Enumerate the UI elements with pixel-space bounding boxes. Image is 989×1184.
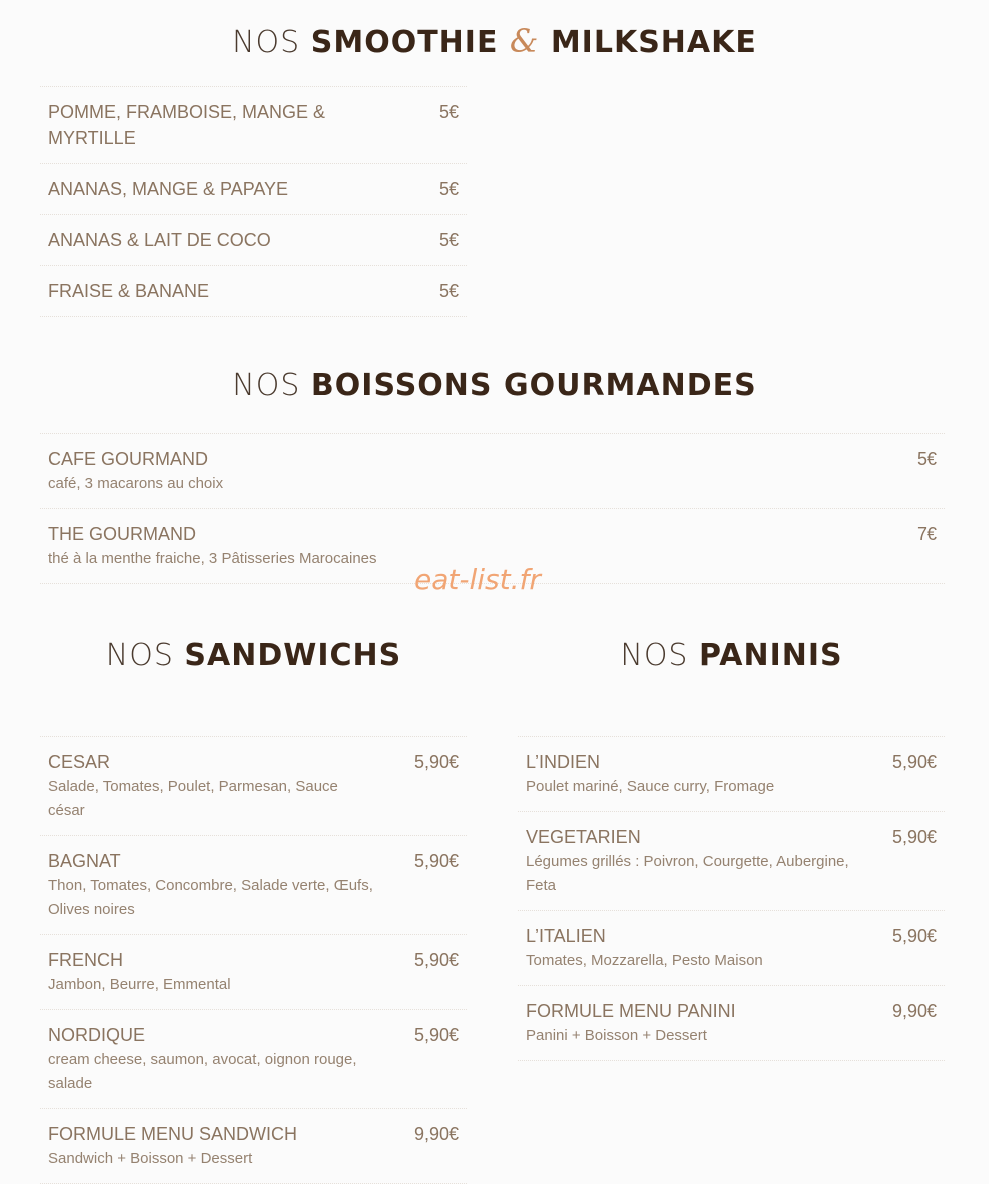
menu-item-description: cream cheese, saumon, avocat, oignon rouge, salade xyxy=(48,1051,357,1092)
menu-item xyxy=(40,1010,467,1109)
menu-item-price: 5€ xyxy=(916,449,937,469)
paninis-section-title xyxy=(518,638,945,673)
smoothie-title-word2: MILKSHAKE xyxy=(539,25,757,60)
menu-item xyxy=(40,164,467,215)
menu-item-name: FORMULE MENU PANINI xyxy=(526,1001,736,1021)
menu-item-price: 5€ xyxy=(438,102,459,122)
menu-item xyxy=(518,911,945,986)
menu-item-description: Jambon, Beurre, Emmental xyxy=(48,976,231,993)
menu-item-description: thé à la menthe fraiche, 3 Pâtisseries Marocaines xyxy=(48,550,377,567)
menu-item-name: VEGETARIEN xyxy=(526,827,641,847)
menu-item-price: 5,90€ xyxy=(891,752,937,772)
menu-item-name: FRENCH xyxy=(48,950,123,970)
menu-item-price: 5,90€ xyxy=(413,851,459,871)
smoothie-title-prefix: NOS xyxy=(232,25,311,60)
menu-item-name: FORMULE MENU SANDWICH xyxy=(48,1124,298,1144)
menu-item-price: 9,90€ xyxy=(891,1001,937,1021)
menu-item xyxy=(40,836,467,935)
menu-item-price: 5€ xyxy=(438,281,459,301)
menu-item xyxy=(40,737,467,836)
paninis-title-main: PANINIS xyxy=(699,638,843,673)
boissons-title-main: BOISSONS GOURMANDES xyxy=(310,368,757,403)
menu-item xyxy=(40,266,467,317)
paninis-menu-list xyxy=(518,736,945,1061)
sandwichs-menu-list xyxy=(40,736,467,1184)
menu-item-name: L’ITALIEN xyxy=(526,926,606,946)
menu-item-name: ANANAS & LAIT DE COCO xyxy=(48,230,271,250)
paninis-title-prefix: NOS xyxy=(620,638,700,673)
menu-item-description: Thon, Tomates, Concombre, Salade verte, Œufs, Olives noires xyxy=(48,877,373,918)
smoothie-title-word1: SMOOTHIE xyxy=(310,25,510,60)
menu-item xyxy=(40,935,467,1010)
menu-item-name: BAGNAT xyxy=(48,851,121,871)
menu-item xyxy=(518,737,945,812)
menu-item-description: Légumes grillés : Poivron, Courgette, Aubergine, Feta xyxy=(526,853,849,894)
menu-item-description: Salade, Tomates, Poulet, Parmesan, Sauce césar xyxy=(48,778,338,819)
smoothie-menu-list xyxy=(40,86,467,317)
menu-item-name: CESAR xyxy=(48,752,111,772)
menu-item-price: 5,90€ xyxy=(413,950,459,970)
boissons-section-title xyxy=(0,368,989,403)
menu-item xyxy=(518,986,945,1061)
sandwichs-section-title xyxy=(40,638,467,673)
menu-item-description: Poulet mariné, Sauce curry, Fromage xyxy=(526,778,775,795)
menu-item-name: THE GOURMAND xyxy=(48,524,196,544)
menu-item-name: POMME, FRAMBOISE, MANGE & MYRTILLE xyxy=(48,102,326,148)
menu-item-description: Panini + Boisson + Dessert xyxy=(526,1027,707,1044)
menu-item xyxy=(518,812,945,911)
menu-item-name: CAFE GOURMAND xyxy=(48,449,209,469)
menu-item-name: ANANAS, MANGE & PAPAYE xyxy=(48,179,289,199)
menu-item-price: 5,90€ xyxy=(891,926,937,946)
watermark-text: eat-list.fr xyxy=(414,563,541,596)
menu-item xyxy=(40,1109,467,1184)
menu-item-price: 9,90€ xyxy=(413,1124,459,1144)
menu-item-description: café, 3 macarons au choix xyxy=(48,475,224,492)
smoothie-section-title xyxy=(0,22,989,60)
boissons-title-prefix: NOS xyxy=(232,368,311,403)
menu-item xyxy=(40,215,467,266)
menu-item-price: 5,90€ xyxy=(413,752,459,772)
menu-item-name: FRAISE & BANANE xyxy=(48,281,210,301)
menu-item-price: 5,90€ xyxy=(413,1025,459,1045)
sandwichs-title-prefix: NOS xyxy=(105,638,185,673)
boissons-menu-list xyxy=(40,433,945,584)
menu-item-name: L’INDIEN xyxy=(526,752,601,772)
menu-item-name: NORDIQUE xyxy=(48,1025,146,1045)
menu-item xyxy=(40,87,467,164)
menu-item-description: Sandwich + Boisson + Dessert xyxy=(48,1150,253,1167)
menu-item-price: 5€ xyxy=(438,179,459,199)
menu-item-price: 7€ xyxy=(916,524,937,544)
menu-item-price: 5,90€ xyxy=(891,827,937,847)
menu-item-description: Tomates, Mozzarella, Pesto Maison xyxy=(526,952,763,969)
smoothie-title-ampersand: & xyxy=(509,22,540,60)
sandwichs-title-main: SANDWICHS xyxy=(184,638,402,673)
menu-item xyxy=(40,434,945,509)
menu-item-price: 5€ xyxy=(438,230,459,250)
